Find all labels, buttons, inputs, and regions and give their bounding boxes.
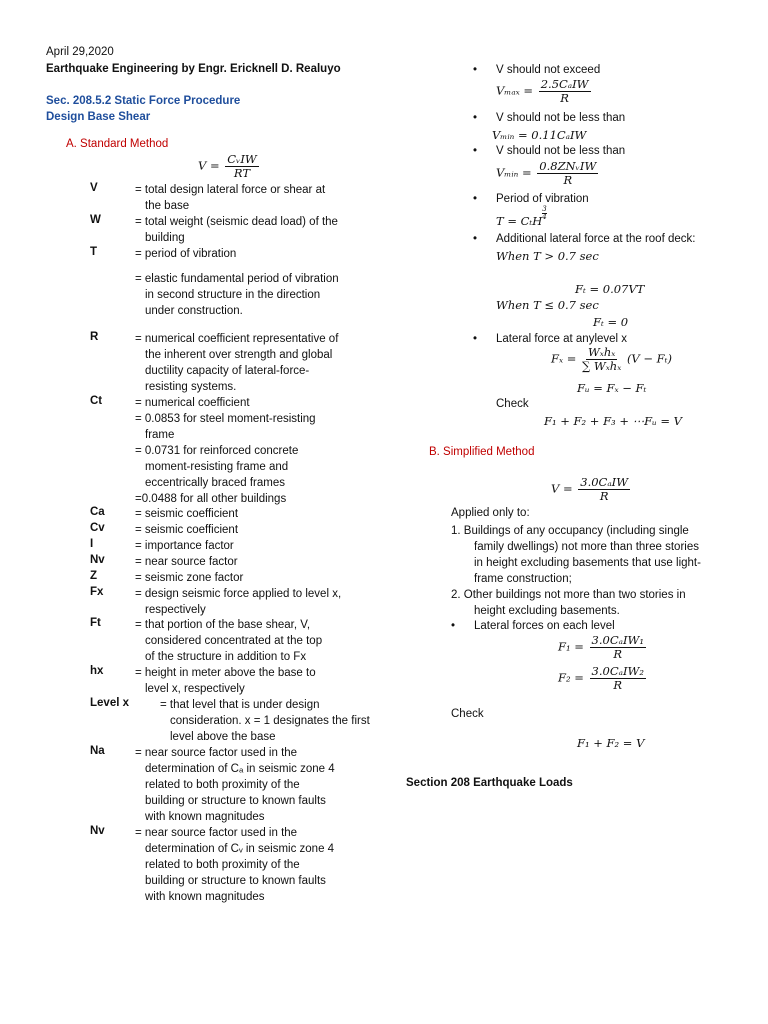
- definition-line: = seismic coefficient: [135, 524, 239, 536]
- bullet-roof-deck: • Additional lateral force at the roof deck:: [496, 233, 695, 245]
- definition-line: with known magnitudes: [145, 811, 265, 823]
- definition-line: the inherent over strength and global: [145, 349, 333, 361]
- definition-symbol: I: [90, 538, 94, 550]
- item1-line: 1. Buildings of any occupancy (including single: [451, 525, 689, 537]
- f1-den: R: [613, 647, 623, 661]
- bullet-vmin2: • V should not be less than: [496, 145, 625, 157]
- fx-num: Wₓhₓ: [587, 345, 616, 359]
- definition-line: = elastic fundamental period of vibration: [135, 273, 339, 285]
- definition-line: considered concentrated at the top: [145, 635, 323, 647]
- simplified-formula: [551, 476, 632, 503]
- definition-text: [135, 182, 325, 214]
- definition-line: related to both proximity of the: [145, 859, 300, 871]
- vmax-formula: [496, 78, 593, 105]
- simp-num: 3.0CₐIW: [580, 475, 629, 489]
- definition-text: [135, 665, 316, 697]
- definition-symbol: Nv: [90, 554, 105, 566]
- definition-symbol: Level x: [90, 697, 129, 709]
- check-label-1: Check: [496, 398, 529, 410]
- definition-symbol: Fx: [90, 586, 104, 598]
- definition-line: = seismic zone factor: [135, 572, 244, 584]
- period-base: T = CₜH: [496, 214, 543, 228]
- applied-item-1: [451, 523, 701, 587]
- f2-den: R: [613, 678, 623, 692]
- formula-numerator: CᵥIW: [227, 152, 257, 166]
- definition-line: in second structure in the direction: [145, 289, 321, 301]
- item2-line: height excluding basements.: [474, 605, 620, 617]
- definition-line: =0.0488 for all other buildings: [135, 493, 287, 505]
- simplified-method-heading: B. Simplified Method: [429, 446, 535, 458]
- definition-text: [135, 395, 316, 507]
- check-formula-2: F₁ + F₂ = V: [577, 736, 645, 750]
- definition-symbol: Cv: [90, 522, 105, 534]
- definition-line: building or structure to known faults: [145, 875, 326, 887]
- definition-text: [135, 554, 238, 570]
- bullet-lateral-each-level: • Lateral forces on each level: [474, 620, 615, 632]
- formula-lhs: V =: [198, 158, 220, 173]
- definition-text: [135, 825, 334, 905]
- definition-line: = period of vibration: [135, 248, 237, 260]
- definition-line: = total design lateral force or shear at: [135, 184, 326, 196]
- definition-text: [160, 697, 370, 745]
- vmax-num: 2.5CₐIW: [540, 77, 589, 91]
- fx-rhs: (V − Fₜ): [626, 351, 672, 366]
- definition-line: eccentrically braced frames: [145, 477, 285, 489]
- fx-den: ∑ Wₓhₓ: [582, 359, 622, 373]
- definition-line: = near source factor: [135, 556, 238, 568]
- definition-text: [135, 570, 243, 586]
- standard-method-heading: A. Standard Method: [66, 138, 169, 150]
- definition-line: with known magnitudes: [145, 891, 265, 903]
- fx-lhs: Fₓ =: [551, 351, 577, 366]
- definition-line: the base: [145, 200, 190, 212]
- definition-line: = design seismic force applied to level x,: [135, 588, 342, 600]
- f2-lhs: F₂ =: [558, 670, 584, 685]
- item2-line: 2. Other buildings not more than two stories in: [451, 589, 686, 601]
- f1-num: 3.0CₐIW₁: [591, 633, 644, 647]
- when-gt-line: When T > 0.7 sec: [496, 249, 599, 263]
- period-exp-den: 4: [542, 213, 547, 221]
- vmin1-formula: Vₘᵢₙ = 0.11CₐIW: [492, 128, 587, 142]
- definition-line: = height in meter above the base to: [135, 667, 316, 679]
- definition-symbol: Ca: [90, 506, 105, 518]
- formula-denominator: RT: [233, 166, 251, 180]
- bullet-lateral-force: • Lateral force at anylevel x: [496, 333, 627, 345]
- simp-lhs: V =: [551, 481, 573, 496]
- definition-symbol: T: [90, 246, 98, 258]
- definition-line: = that level that is under design: [160, 699, 320, 711]
- vmin2-formula: [496, 160, 600, 187]
- definition-line: = 0.0731 for reinforced concrete: [135, 445, 299, 457]
- definition-text: [135, 271, 339, 319]
- definition-symbol: V: [90, 182, 98, 194]
- definition-text: [135, 745, 335, 825]
- definition-line: = near source factor used in the: [135, 827, 298, 839]
- definition-line: = near source factor used in the: [135, 747, 298, 759]
- definition-symbol: Ft: [90, 617, 101, 629]
- definition-line: resisting systems.: [145, 381, 237, 393]
- definition-line: consideration. x = 1 designates the first: [170, 715, 370, 727]
- definition-text: [135, 331, 338, 395]
- definition-symbol: Ct: [90, 395, 103, 407]
- definition-line: building or structure to known faults: [145, 795, 326, 807]
- f2-formula: [558, 665, 648, 692]
- definition-symbol: Nv: [90, 825, 105, 837]
- definition-text: [135, 506, 238, 522]
- definition-line: = total weight (seismic dead load) of the: [135, 216, 338, 228]
- definition-text: [135, 617, 322, 665]
- check-label-2: Check: [451, 708, 484, 720]
- vmin2-den: R: [563, 173, 573, 187]
- definition-symbol: W: [90, 214, 101, 226]
- period-exp-num: 3: [542, 205, 547, 213]
- ft-formula-2: Fₜ = 0: [593, 315, 629, 329]
- definition-text: [135, 214, 338, 246]
- footer-section-heading: Section 208 Earthquake Loads: [406, 777, 573, 789]
- bullet-vmin1: • V should not be less than: [496, 112, 625, 124]
- f1-formula: [558, 634, 648, 661]
- definition-line: level x, respectively: [145, 683, 245, 695]
- definition-symbol: Z: [90, 570, 98, 582]
- base-shear-formula: [198, 153, 261, 180]
- check-formula-1: F₁ + F₂ + F₃ + ⋯Fᵤ = V: [544, 414, 682, 428]
- definition-line: = numerical coefficient: [135, 397, 250, 409]
- vmax-den: R: [560, 91, 569, 105]
- item1-line: family dwellings) not more than three stories: [474, 541, 699, 553]
- definition-line: = that portion of the base shear, V,: [135, 619, 311, 631]
- definition-line: determination of Cₐ in seismic zone 4: [145, 763, 335, 775]
- definition-line: determination of Cᵥ in seismic zone 4: [145, 843, 335, 855]
- simp-den: R: [599, 489, 609, 503]
- bullet-period: • Period of vibration: [496, 193, 589, 205]
- definition-symbol: R: [90, 331, 99, 343]
- vmin2-lhs: Vₘᵢₙ =: [496, 165, 532, 180]
- vmin2-num: 0.8ZNᵥIW: [539, 159, 597, 173]
- definition-line: under construction.: [145, 305, 243, 317]
- definition-text: [135, 522, 238, 538]
- definition-line: = importance factor: [135, 540, 234, 552]
- applied-item-2: [451, 587, 686, 619]
- when-le-line: When T ≤ 0.7 sec: [496, 298, 599, 312]
- vmax-lhs: Vₘₐₓ =: [496, 83, 534, 98]
- definition-text: [135, 538, 234, 554]
- item1-line: in height excluding basements that use light-: [474, 557, 701, 569]
- applied-only-to: Applied only to:: [451, 507, 530, 519]
- definition-line: ductility capacity of lateral-force-: [145, 365, 310, 377]
- definition-line: related to both proximity of the: [145, 779, 300, 791]
- definition-line: of the structure in addition to Fx: [145, 651, 307, 663]
- definition-text: [135, 246, 236, 262]
- definition-line: moment-resisting frame and: [145, 461, 289, 473]
- subsection-heading: Design Base Shear: [46, 111, 151, 123]
- document-title: Earthquake Engineering by Engr. Ericknell D. Realuyo: [46, 63, 341, 75]
- item1-line: frame construction;: [474, 573, 572, 585]
- definition-text: [135, 586, 341, 618]
- definition-line: building: [145, 232, 185, 244]
- f2-num: 3.0CₐIW₂: [591, 664, 644, 678]
- date-line: April 29,2020: [46, 46, 114, 58]
- definition-symbol: Na: [90, 745, 105, 757]
- ft-formula-1: Fₜ = 0.07VT: [575, 282, 645, 296]
- definition-line: respectively: [145, 604, 206, 616]
- definition-symbol: hx: [90, 665, 104, 677]
- f1-lhs: F₁ =: [558, 639, 584, 654]
- definition-line: = seismic coefficient: [135, 508, 239, 520]
- definition-line: level above the base: [170, 731, 276, 743]
- definition-line: frame: [145, 429, 175, 441]
- fx-formula: [551, 346, 672, 373]
- period-formula: [496, 205, 547, 229]
- definition-line: = 0.0853 for steel moment-resisting: [135, 413, 316, 425]
- bullet-vmax: • V should not exceed: [496, 64, 600, 76]
- definition-line: = numerical coefficient representative of: [135, 333, 339, 345]
- fu-formula: Fᵤ = Fₓ − Fₜ: [577, 381, 647, 395]
- section-heading: Sec. 208.5.2 Static Force Procedure: [46, 95, 241, 107]
